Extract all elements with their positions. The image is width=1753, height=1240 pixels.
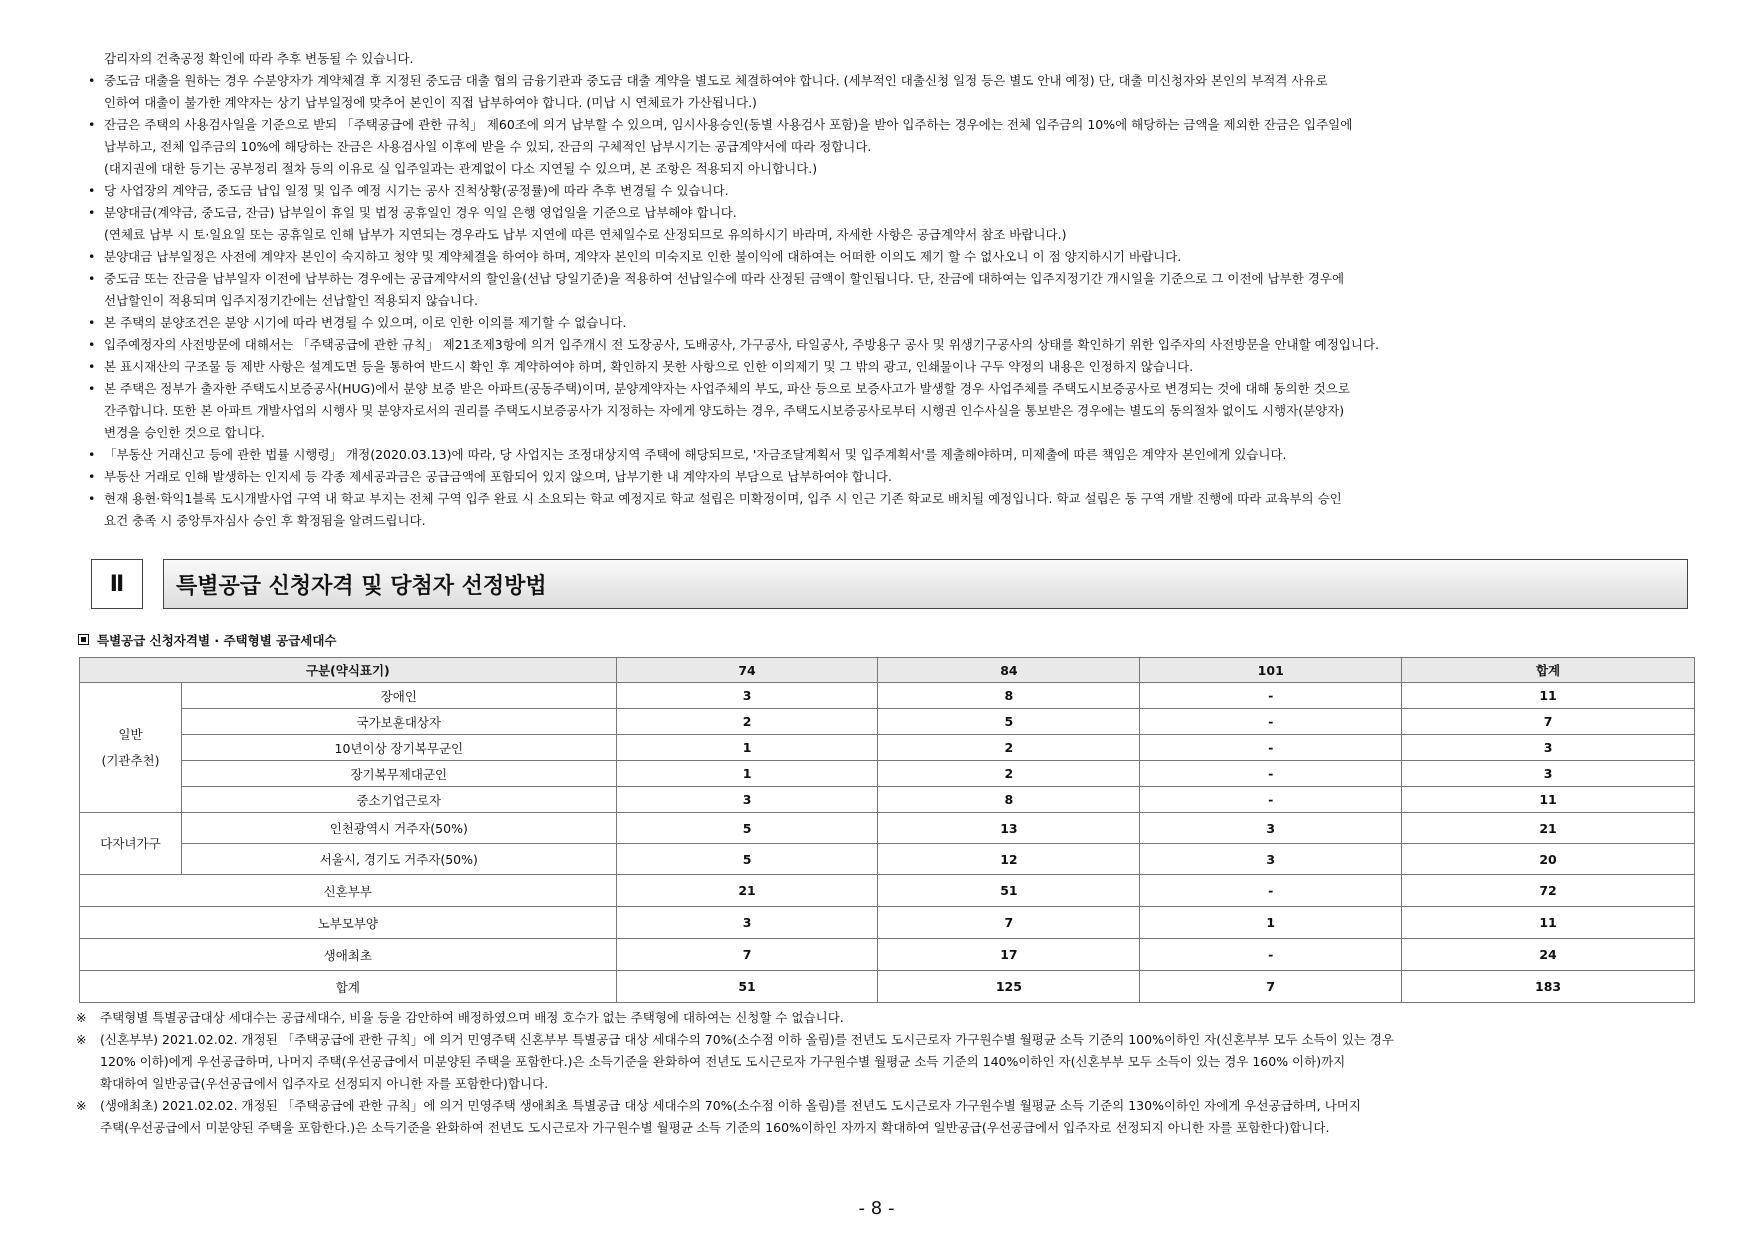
cell-total: 21: [1402, 813, 1695, 844]
note-line: (연체료 납부 시 토·일요일 또는 공휴일로 인해 납부가 지연되는 경우라도 납부 지연에 따른 연체일수로 산정되므로 유의하시기 바라며, 자세한 사항은 공급계약서 참조 바랍니다.): [104, 227, 1067, 242]
square-bullet-icon: [78, 634, 89, 645]
cell-101: -: [1140, 875, 1402, 907]
cell-84: 8: [878, 683, 1140, 709]
row-label: 장기복무제대군인: [181, 761, 616, 787]
table-row: [80, 761, 1695, 787]
note-line: 납부하고, 전체 입주금의 10%에 해당하는 잔금은 사용검사일 이후에 받을 수 있되, 잔금의 구체적인 납부시기는 공급계약서에 따라 정합니다.: [104, 139, 872, 154]
table-row: [80, 683, 1695, 709]
table-row: [80, 875, 1695, 907]
row-label: 생애최초: [80, 939, 617, 971]
cell-101: 7: [1140, 971, 1402, 1003]
note-line: 요건 충족 시 중앙투자심사 승인 후 확정됨을 알려드립니다.: [104, 513, 426, 528]
note-line: 감리자의 건축공정 확인에 따라 추후 변동될 수 있습니다.: [104, 51, 414, 66]
cell-74: 5: [616, 844, 878, 875]
cell-total: 72: [1402, 875, 1695, 907]
footnote-line: 120% 이하)에게 우선공급하며, 나머지 주택(우선공급에서 미분양된 주택을 포함한다.)은 소득기준을 완화하여 전년도 도시근로자 가구원수별 월평균 소득 기준의 140%이하인 자(신혼부부 모두 소득이 있는 경우 160% 이하)까지: [100, 1054, 1346, 1069]
cell-101: -: [1140, 709, 1402, 735]
cell-84: 17: [878, 939, 1140, 971]
notes-list: [88, 48, 1688, 532]
cell-74: 3: [616, 907, 878, 939]
note-line: • 본 주택의 분양조건은 분양 시기에 따라 변경될 수 있으며, 이로 인한 이의를 제기할 수 없습니다.: [88, 315, 627, 330]
header-category: 구분(약식표기): [80, 658, 617, 683]
cell-84: 2: [878, 735, 1140, 761]
cell-84: 51: [878, 875, 1140, 907]
cell-84: 8: [878, 787, 1140, 813]
section-number: Ⅱ: [91, 559, 143, 609]
note-line: • 현재 용현·학익1블록 도시개발사업 구역 내 학교 부지는 전체 구역 입주 완료 시 소요되는 학교 예정지로 학교 설립은 미확정이며, 입주 시 인근 기존 학교로 배치될 예정입니다. 학교 설립은 동 구역 개발 진행에 따라 교육부의 승인: [88, 491, 1342, 506]
row-label: 신혼부부: [80, 875, 617, 907]
note-line: 변경을 승인한 것으로 합니다.: [104, 425, 265, 440]
note-line: • 본 표시재산의 구조물 등 제반 사항은 설계도면 등을 통하여 반드시 확인 후 계약하여야 하며, 확인하지 못한 사항으로 인한 이의제기 및 그 밖의 광고, 인쇄물이나 구두 약정의 내용은 인정하지 않습니다.: [88, 359, 1194, 374]
row-label: 국가보훈대상자: [181, 709, 616, 735]
cell-101: -: [1140, 761, 1402, 787]
note-line: • 당 사업장의 계약금, 중도금 납입 일정 및 입주 예정 시기는 공사 진척상황(공정률)에 따라 추후 변경될 수 있습니다.: [88, 183, 729, 198]
header-total: 합계: [1402, 658, 1695, 683]
note-line: 선납할인이 적용되며 입주지정기간에는 선납할인 적용되지 않습니다.: [104, 293, 479, 308]
note-line: • 입주예정자의 사전방문에 대해서는 「주택공급에 관한 규칙」 제21조제3항에 의거 입주개시 전 도장공사, 도배공사, 가구공사, 타일공사, 주방용구 공사 및 위생기구공사의 상태를 확인하기 위한 입주자의 사전방문을 안내할 예정입니다.: [88, 337, 1379, 352]
cell-101: -: [1140, 735, 1402, 761]
cell-74: 21: [616, 875, 878, 907]
header-74: 74: [616, 658, 878, 683]
page-number: - 8 -: [858, 1198, 895, 1219]
cell-84: 12: [878, 844, 1140, 875]
note-line: • 중도금 대출을 원하는 경우 수분양자가 계약체결 후 지정된 중도금 대출 협의 금융기관과 중도금 대출 계약을 별도로 체결하여야 합니다. (세부적인 대출신청 일정 등은 별도 안내 예정) 단, 대출 미신청자와 본인의 부적격 사유로: [88, 73, 1328, 88]
cell-74: 51: [616, 971, 878, 1003]
row-label: 서울시, 경기도 거주자(50%): [181, 844, 616, 875]
footnote-line: ※ 주택형별 특별공급대상 세대수는 공급세대수, 비율 등을 감안하여 배정하였으며 배정 호수가 없는 주택형에 대하여는 신청할 수 없습니다.: [76, 1010, 844, 1025]
cell-101: 3: [1140, 844, 1402, 875]
cell-84: 5: [878, 709, 1140, 735]
cell-74: 7: [616, 939, 878, 971]
table-total-row: [80, 971, 1695, 1003]
section-header: [91, 559, 1688, 609]
cell-74: 5: [616, 813, 878, 844]
cell-total: 11: [1402, 907, 1695, 939]
cell-101: 3: [1140, 813, 1402, 844]
row-label: 중소기업근로자: [181, 787, 616, 813]
note-line: • 잔금은 주택의 사용검사일을 기준으로 받되 「주택공급에 관한 규칙」 제60조에 의거 납부할 수 있으며, 임시사용승인(동별 사용검사 포함)을 받아 입주하는 경우에는 전체 입주금의 10%에 해당하는 금액을 제외한 잔금은 입주일에: [88, 117, 1353, 132]
table-row: [80, 907, 1695, 939]
supply-table: [79, 657, 1695, 1003]
note-line: • 중도금 또는 잔금을 납부일자 이전에 납부하는 경우에는 공급계약서의 할인율(선납 당일기준)을 적용하여 선납일수에 따라 산정된 금액이 할인됩니다. 단, 잔금에 대하여는 입주지정기간 개시일을 기준으로 그 이전에 납부한 경우에: [88, 271, 1345, 286]
note-line: • 분양대금 납부일정은 사전에 계약자 본인이 숙지하고 청약 및 계약체결을 하여야 하며, 계약자 본인의 미숙지로 인한 불이익에 대하여는 어떠한 이의도 제기 할 수 없사오니 이 점 양지하시기 바랍니다.: [88, 249, 1182, 264]
cell-84: 13: [878, 813, 1140, 844]
group-general: 일반 (기관추천): [80, 683, 182, 813]
note-line: • 분양대금(계약금, 중도금, 잔금) 납부일이 휴일 및 법정 공휴일인 경우 익일 은행 영업일을 기준으로 납부해야 합니다.: [88, 205, 737, 220]
header-84: 84: [878, 658, 1140, 683]
cell-74: 3: [616, 683, 878, 709]
table-row: [80, 939, 1695, 971]
cell-101: 1: [1140, 907, 1402, 939]
section-title: 특별공급 신청자격 및 당첨자 선정방법: [163, 559, 1688, 609]
footnote-line: ※ (신혼부부) 2021.02.02. 개정된 「주택공급에 관한 규칙」에 의거 민영주택 신혼부부 특별공급 대상 세대수의 70%(소수점 이하 올림)를 전년도 도시근로자 가구원수별 월평균 소득 기준의 100%이하인 자(신혼부부 모두 소득이 있는 경우: [76, 1032, 1394, 1047]
row-label: 장애인: [181, 683, 616, 709]
footnote-line: 확대하여 일반공급(우선공급에서 입주자로 선정되지 아니한 자를 포함한다)합니다.: [100, 1076, 549, 1091]
table-row: [80, 709, 1695, 735]
table-row: [80, 844, 1695, 875]
cell-total: 24: [1402, 939, 1695, 971]
cell-total: 20: [1402, 844, 1695, 875]
table-row: [80, 787, 1695, 813]
cell-total: 11: [1402, 683, 1695, 709]
cell-84: 2: [878, 761, 1140, 787]
footnote-line: ※ (생애최초) 2021.02.02. 개정된 「주택공급에 관한 규칙」에 의거 민영주택 생애최초 특별공급 대상 세대수의 70%(소수점 이하 올림)를 전년도 도시근로자 가구원수별 월평균 소득 기준의 130%이하인 자에게 우선공급하며, 나머지: [76, 1098, 1361, 1113]
cell-84: 125: [878, 971, 1140, 1003]
table-header-row: [80, 658, 1695, 683]
table-row: [80, 813, 1695, 844]
cell-total: 183: [1402, 971, 1695, 1003]
cell-total: 11: [1402, 787, 1695, 813]
cell-total: 7: [1402, 709, 1695, 735]
row-label: 10년이상 장기복무군인: [181, 735, 616, 761]
note-line: • 부동산 거래로 인해 발생하는 인지세 등 각종 제세공과금은 공급금액에 포함되어 있지 않으며, 납부기한 내 계약자의 부담으로 납부하여야 합니다.: [88, 469, 892, 484]
note-line: 간주합니다. 또한 본 아파트 개발사업의 시행사 및 분양자로서의 권리를 주택도시보증공사가 지정하는 자에게 양도하는 경우, 주택도시보증공사로부터 시행권 인수사실을 통보받은 경우에는 별도의 동의절차 없이도 시행자(분양자): [104, 403, 1345, 418]
header-101: 101: [1140, 658, 1402, 683]
note-line: • 「부동산 거래신고 등에 관한 법률 시행령」 개정(2020.03.13)에 따라, 당 사업지는 조정대상지역 주택에 해당되므로, '자금조달계획서 및 입주계획서'를 제출해야하며, 미제출에 따른 책임은 계약자 본인에게 있습니다.: [88, 447, 1287, 462]
cell-74: 1: [616, 735, 878, 761]
row-label: 합계: [80, 971, 617, 1003]
cell-84: 7: [878, 907, 1140, 939]
footnotes: [76, 1007, 1696, 1139]
row-label: 노부모부양: [80, 907, 617, 939]
note-line: • 본 주택은 정부가 출자한 주택도시보증공사(HUG)에서 분양 보증 받은 아파트(공동주택)이며, 분양계약자는 사업주체의 부도, 파산 등으로 보증사고가 발생할 경우 사업주체를 주택도시보증공사로 변경되는 것에 대해 동의한 것으로: [88, 381, 1350, 396]
group-multi-child: 다자녀가구: [80, 813, 182, 875]
cell-74: 3: [616, 787, 878, 813]
row-label: 인천광역시 거주자(50%): [181, 813, 616, 844]
table-title: 특별공급 신청자격별 · 주택형별 공급세대수: [78, 631, 337, 649]
note-line: 인하여 대출이 불가한 계약자는 상기 납부일정에 맞추어 본인이 직접 납부하여야 합니다. (미납 시 연체료가 가산됩니다.): [104, 95, 757, 110]
cell-total: 3: [1402, 761, 1695, 787]
cell-101: -: [1140, 939, 1402, 971]
cell-101: -: [1140, 787, 1402, 813]
cell-74: 1: [616, 761, 878, 787]
cell-74: 2: [616, 709, 878, 735]
cell-101: -: [1140, 683, 1402, 709]
note-line: (대지권에 대한 등기는 공부정리 절차 등의 이유로 실 입주일과는 관계없이 다소 지연될 수 있으며, 본 조항은 적용되지 아니합니다.): [104, 161, 818, 176]
cell-total: 3: [1402, 735, 1695, 761]
footnote-line: 주택(우선공급에서 미분양된 주택을 포함한다.)은 소득기준을 완화하여 전년도 도시근로자 가구원수별 월평균 소득 기준의 160%이하인 자까지 확대하여 일반공급(우선공급에서 입주자로 선정되지 아니한 자를 포함한다)합니다.: [100, 1120, 1330, 1135]
table-row: [80, 735, 1695, 761]
